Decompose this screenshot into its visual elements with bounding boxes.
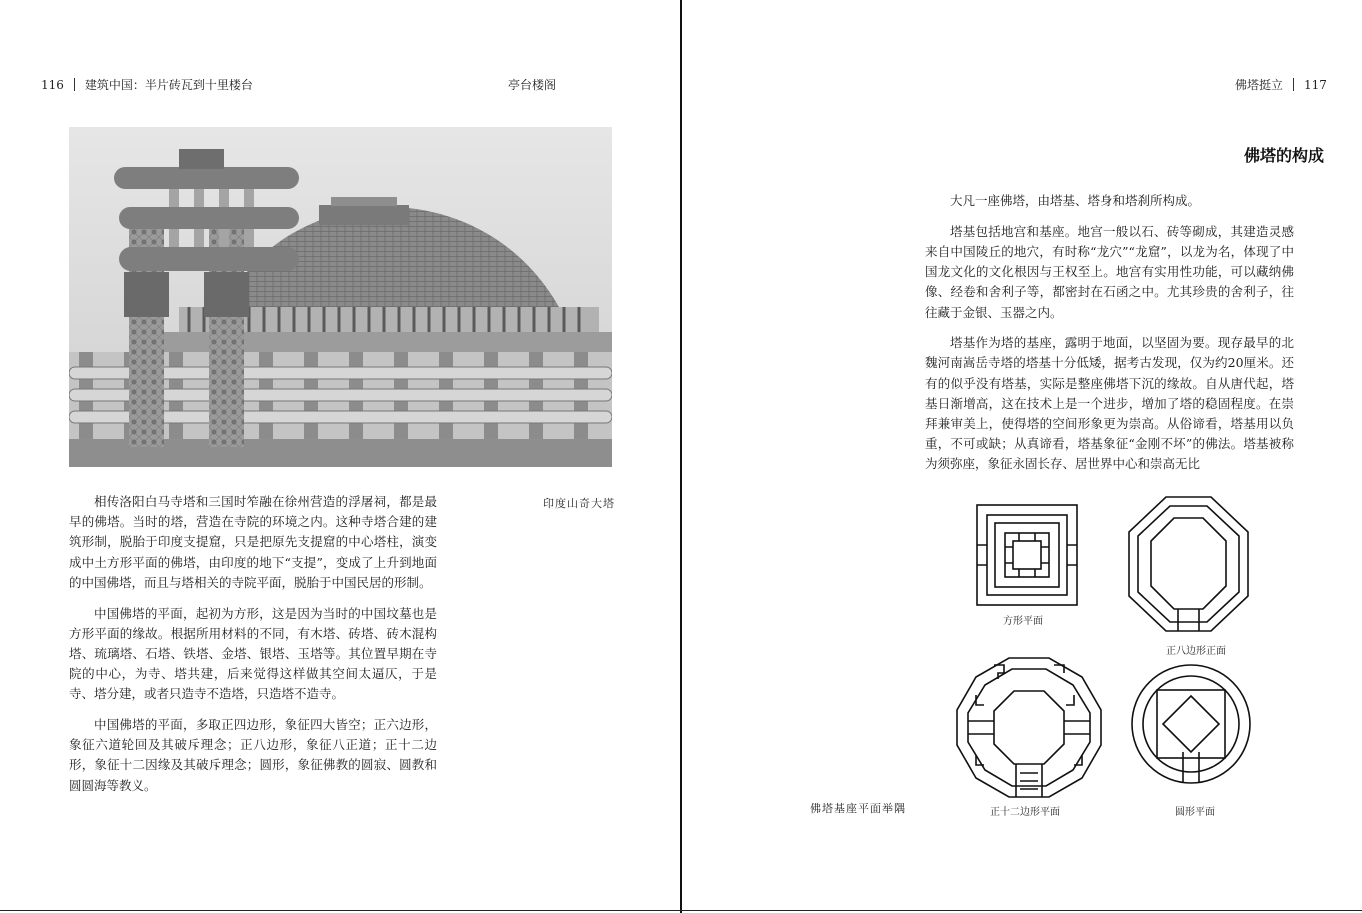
right-page [682, 0, 1362, 913]
right-paragraph-2: 塔基包括地宫和基座。地宫一般以石、砖等砌成，其建造灵感来自中国陵丘的地穴，有时称“龙穴”“龙窟”，以龙为名，体现了中国龙文化的文化根因与王权至上。地宫有实用性功能，可以藏纳佛像、经卷和舍利子等，都密封在石函之中。尤其珍贵的舍利子，往往藏于金银、玉器之内。 [925, 223, 1294, 320]
left-page [0, 0, 680, 913]
square-plan-diagram [975, 503, 1079, 607]
dodecagon-plan-diagram [954, 655, 1104, 800]
circle-plan-label: 圆形平面 [1175, 807, 1215, 818]
square-plan-label: 方形平面 [1003, 616, 1043, 627]
header-separator [74, 78, 75, 91]
stupa-photo-image [69, 127, 612, 467]
photo-caption: 印度山奇大塔 [543, 497, 615, 510]
octagon-plan-diagram [1126, 494, 1251, 634]
left-paragraph-1: 相传洛阳白马寺塔和三国时笮融在徐州营造的浮屠祠，都是最早的佛塔。当时的塔，营造在寺院的环境之内。这种寺塔合建的建筑形制，脱胎于印度支提窟，只是把原先支提窟的中心塔柱，演变成中土方形平面的佛塔，由印度的地下“支提”，变成了上升到地面的中国佛塔，而且与塔相关的寺院平面，脱胎于中国民居的形制。 [69, 494, 437, 590]
left-running-header [41, 76, 253, 93]
chapter-title-text: 亭台楼阁 [508, 78, 557, 92]
circle-plan-diagram [1129, 662, 1253, 786]
right-paragraph-3: 塔基作为塔的基座，露明于地面，以坚固为要。现存最早的北魏河南嵩岳寺塔的塔基十分低矮，据考古发现，仅为约20厘米。还有的似乎没有塔基，实际是整座佛塔下沉的缘故。自从唐代起，塔基日渐增高，这在技术上是一个进步，增加了塔的稳固程度。在崇拜兼审美上，使得塔的空间形象更为崇高。从俗谛看，塔基用以负重，不可或缺；从真谛看，塔基象征“金刚不坏”的佛法。塔基被称为须弥座，象征永固长存、居世界中心和崇高无比 [925, 335, 1294, 472]
sanchi-stupa-photo [69, 127, 612, 467]
book-title: 建筑中国：半片砖瓦到十里楼台 [84, 78, 253, 92]
left-paragraph-2: 中国佛塔的平面，起初为方形，这是因为当时的中国坟墓也是方形平面的缘故。根据所用材料的不同，有木塔、砖塔、砖木混构塔、琉璃塔、石塔、铁塔、金塔、银塔、玉塔等。其位置早期在寺院的中心，为寺、塔共建，后来觉得这样做其空间太逼仄，于是寺、塔分建，或者只造寺不造塔，只造塔不造寺。 [69, 605, 437, 702]
left-page-number: 116 [41, 77, 64, 92]
header-separator [1293, 78, 1294, 91]
figure-caption: 佛塔基座平面举隅 [810, 802, 906, 815]
dodecagon-plan-label: 正十二边形平面 [990, 807, 1060, 818]
octagon-plan-label: 正八边形正面 [1166, 646, 1226, 657]
left-body-text [69, 492, 437, 806]
right-running-header [1235, 76, 1327, 93]
right-page-number: 117 [1304, 77, 1327, 92]
right-body-text [925, 191, 1294, 485]
chapter-title [508, 76, 556, 93]
section-header: 佛塔挺立 [1235, 78, 1284, 92]
right-paragraph-1: 大凡一座佛塔，由塔基、塔身和塔刹所构成。 [950, 193, 1201, 208]
bottom-edge-rule [0, 910, 1362, 911]
left-paragraph-3: 中国佛塔的平面，多取正四边形，象征四大皆空；正六边形，象征六道轮回及其破斥理念；正八边形，象征八正道；正十二边形，象征十二因缘及其破斥理念；圆形，象征佛教的圆寂、圆教和圆圆海等教义。 [69, 717, 437, 793]
section-title: 佛塔的构成 [1243, 146, 1324, 165]
